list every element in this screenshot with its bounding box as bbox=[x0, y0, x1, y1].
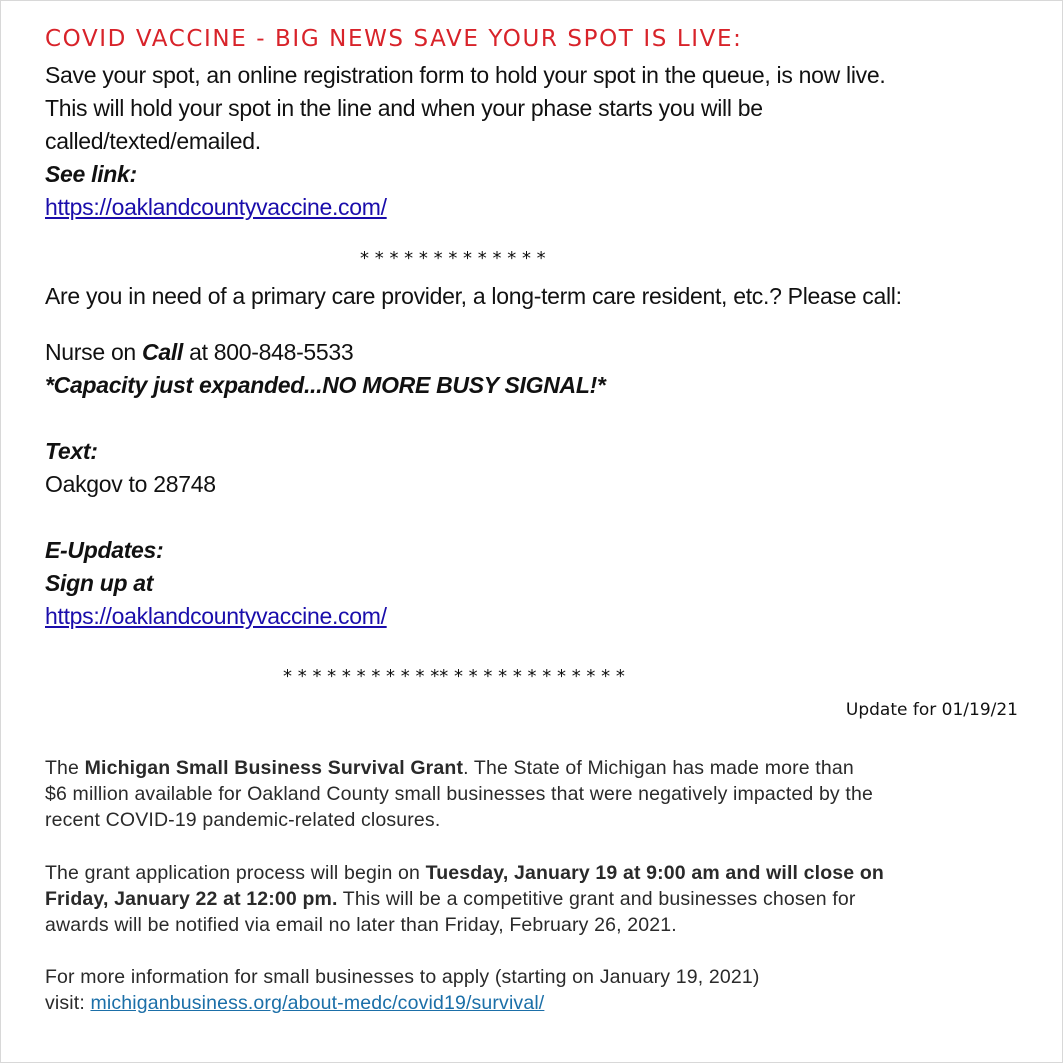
visit-label: visit: bbox=[45, 992, 91, 1014]
grant-p1-line-1 bbox=[45, 755, 854, 781]
nurse-on-call-line bbox=[45, 336, 353, 369]
survival-grant-link[interactable]: michiganbusiness.org/about-medc/covid19/survival/ bbox=[90, 992, 545, 1014]
grant-p2-dates-bold: Tuesday, January 19 at 9:00 am and will close on bbox=[425, 862, 884, 884]
text-value: Oakgov to 28748 bbox=[45, 471, 216, 497]
grant-p2-close-bold: Friday, January 22 at 12:00 pm. bbox=[45, 888, 338, 910]
headline: COVID VACCINE - BIG NEWS SAVE YOUR SPOT IS LIVE: bbox=[45, 26, 743, 52]
grant-p3-line-1: For more information for small businesses to apply (starting on January 19, 2021) bbox=[45, 966, 760, 988]
nurse-prefix: Nurse on bbox=[45, 339, 143, 365]
grant-name-bold: Michigan Small Business Survival Grant bbox=[84, 757, 464, 779]
nurse-call-bold: Call bbox=[142, 339, 183, 365]
grant-p3-line-2 bbox=[45, 990, 544, 1016]
star-divider-2: * * * * * * * * * * ** * * * * * * * * * * * * bbox=[283, 666, 625, 687]
vaccine-link[interactable]: https://oaklandcountyvaccine.com/ bbox=[45, 194, 387, 220]
grant-p2-line-1 bbox=[45, 860, 884, 886]
see-link-label: See link: bbox=[45, 161, 137, 187]
intro-line-3: called/texted/emailed. bbox=[45, 128, 261, 154]
intro-line-1: Save your spot, an online registration form to hold your spot in the queue, is now live. bbox=[45, 62, 886, 88]
care-question: Are you in need of a primary care provider, a long-term care resident, etc.? Please call: bbox=[45, 283, 902, 309]
text-label: Text: bbox=[45, 438, 98, 464]
grant-p2-line-3: awards will be notified via email no later than Friday, February 26, 2021. bbox=[45, 914, 677, 936]
grant-p1-line-2: $6 million available for Oakland County small businesses that were negatively impacted by the bbox=[45, 783, 873, 805]
grant-p1-line-3: recent COVID-19 pandemic-related closures. bbox=[45, 809, 441, 831]
grant-p2-line-2 bbox=[45, 886, 856, 912]
capacity-note: *Capacity just expanded...NO MORE BUSY SIGNAL!* bbox=[45, 372, 606, 398]
grant-p1-prefix: The bbox=[45, 757, 85, 779]
signup-label: Sign up at bbox=[45, 570, 154, 596]
eupdates-label: E-Updates: bbox=[45, 537, 164, 563]
grant-p2-rest: This will be a competitive grant and businesses chosen for bbox=[337, 888, 856, 910]
signup-link[interactable]: https://oaklandcountyvaccine.com/ bbox=[45, 603, 387, 629]
intro-line-2: This will hold your spot in the line and when your phase starts you will be bbox=[45, 95, 763, 121]
update-date: Update for 01/19/21 bbox=[845, 700, 1018, 720]
grant-p1-rest: . The State of Michigan has made more than bbox=[463, 757, 854, 779]
nurse-phone: at 800-848-5533 bbox=[183, 339, 354, 365]
grant-p2-prefix: The grant application process will begin on bbox=[45, 862, 426, 884]
star-divider: * * * * * * * * * * * * * bbox=[360, 248, 546, 269]
